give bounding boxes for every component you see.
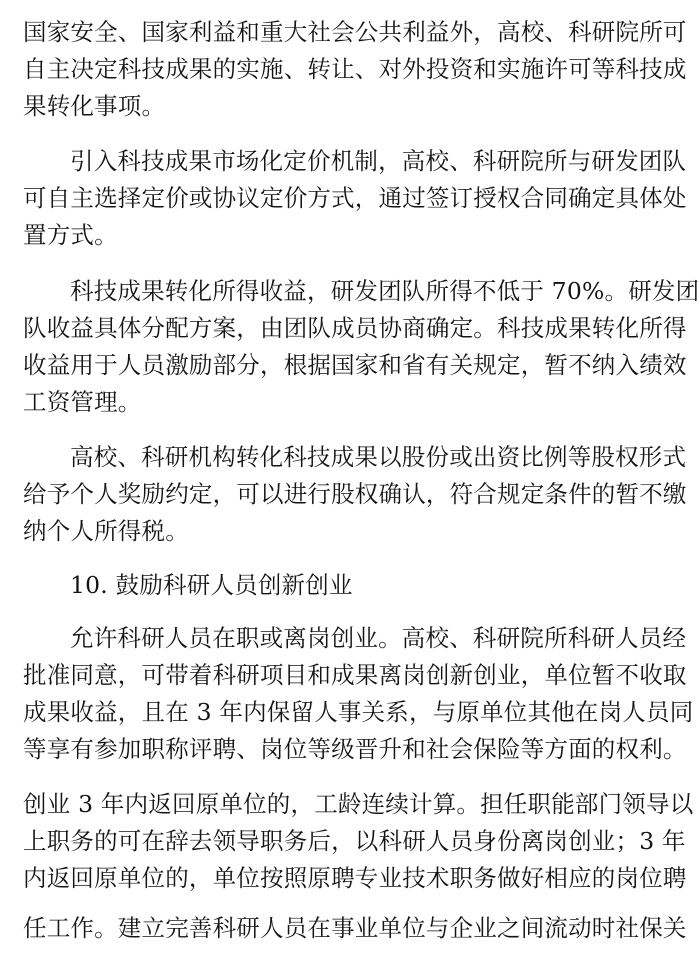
text-line: 置方式。 [23,221,118,249]
text-line: 纳个人所得税。 [23,517,189,545]
text-line: 成果收益，且在 3 年内保留人事关系，与原单位其他在岗人员同 [23,698,694,726]
text-line: 高校、科研机构转化科技成果以股份或出资比例等股权形式 [70,443,687,471]
text-line: 内返回原单位的，单位按照原聘专业技术职务做好相应的岗位聘 [23,864,687,892]
text-line: 创业 3 年内返回原单位的，工龄连续计算。担任职能部门领导以 [23,790,694,818]
text-line: 科技成果转化所得收益，研发团队所得不低于 70%。研发团 [70,277,700,305]
text-line: 批准同意，可带着科研项目和成果离岗创新创业，单位暂不收取 [23,661,687,689]
text-line: 等享有参加职称评聘、岗位等级晋升和社会保险等方面的权利。 [23,735,687,763]
text-line: 允许科研人员在职或离岗创业。高校、科研院所科研人员经 [70,624,687,652]
text-line: 收益用于人员激励部分，根据国家和省有关规定，暂不纳入绩效 [23,351,687,379]
text-line: 工资管理。 [23,388,142,416]
text-line: 给予个人奖励约定，可以进行股权确认，符合规定条件的暂不缴 [23,480,687,508]
text-line: 队收益具体分配方案，由团队成员协商确定。科技成果转化所得 [23,314,687,342]
text-line: 任工作。建立完善科研人员在事业单位与企业之间流动时社保关 [23,914,687,942]
section-heading: 10. 鼓励科研人员创新创业 [70,571,353,599]
text-line: 上职务的可在辞去领导职务后，以科研人员身份离岗创业；3 年 [23,827,686,855]
text-line: 国家安全、国家利益和重大社会公共利益外，高校、科研院所可 [23,18,687,46]
text-line: 引入科技成果市场化定价机制，高校、科研院所与研发团队 [70,147,687,175]
text-line: 自主决定科技成果的实施、转让、对外投资和实施许可等科技成 [23,55,687,83]
text-line: 果转化事项。 [23,92,166,120]
text-line: 可自主选择定价或协议定价方式，通过签订授权合同确定具体处 [23,184,687,212]
